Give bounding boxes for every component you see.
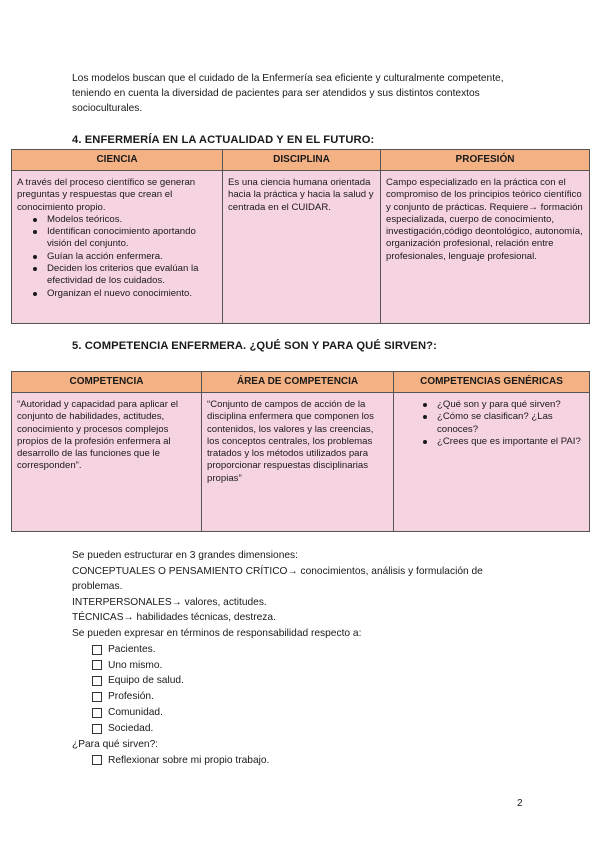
list-item: Organizan el nuevo conocimiento. (47, 288, 217, 300)
checklist-item-reflexionar[interactable] (72, 753, 532, 769)
cell-competencia: “Autoridad y capacidad para aplicar el conjunto de habilidades, actitudes, conocimiento y procesos complejos propios de la profesión enfermera al desarrollo de las funciones que le corresponden”. (12, 393, 202, 532)
checkbox-icon[interactable] (92, 708, 102, 718)
cell-profesion: Campo especializado en la práctica con el compromiso de los principios teórico científico y conjunto de prácticas. Requiere→ formación especializada, cuerpo de conocimiento, investigación,código deontológico, autonomía, organización profesional, relación entre profesionales, lenguaje profesional. (381, 171, 590, 324)
dimensions-block (72, 548, 532, 768)
checklist-item-uno-mismo[interactable] (72, 657, 532, 673)
page-number: 2 (517, 798, 523, 809)
cell-ciencia (12, 171, 223, 324)
checklist-item-pacientes[interactable] (72, 642, 532, 658)
purpose-question: ¿Para qué sirven?: (72, 738, 159, 750)
section-4-table (11, 149, 590, 324)
checklist-item-comunidad[interactable] (72, 705, 532, 721)
checklist-label: Profesión. (108, 691, 154, 703)
list-item: Deciden los criterios que evalúan la efectividad de los cuidados. (47, 263, 217, 288)
responsibility-intro: Se pueden expresar en términos de responsabilidad respecto a: (72, 627, 362, 639)
checkbox-icon[interactable] (92, 676, 102, 686)
header-competencia: COMPETENCIA (12, 372, 202, 393)
list-item: Modelos teóricos. (47, 214, 217, 226)
section-5-table (11, 371, 590, 532)
list-item: ¿Crees que es importante el PAI? (437, 436, 584, 448)
header-competencias-genericas: COMPETENCIAS GENÉRICAS (394, 372, 590, 393)
checklist-label: Comunidad. (108, 707, 163, 719)
header-area-competencia: ÁREA DE COMPETENCIA (202, 372, 394, 393)
checklist-label: Sociedad. (108, 723, 154, 735)
dimensions-intro: Se pueden estructurar en 3 grandes dimensiones: (72, 550, 298, 561)
cell-competencias-genericas (394, 393, 590, 532)
dimension-conceptuales: CONCEPTUALES O PENSAMIENTO CRÍTICO→ conocimientos, análisis y formulación de problemas. (72, 565, 483, 593)
ciencia-text: A través del proceso científico se generan preguntas y respuestas que crean el conocimiento propio. (17, 177, 196, 213)
section-4-heading: 4. ENFERMERÍA EN LA ACTUALIDAD Y EN EL FUTURO: (72, 134, 375, 146)
checkbox-icon[interactable] (92, 755, 102, 765)
ciencia-bullet-list (17, 214, 217, 300)
dimension-interpersonales: INTERPERSONALES→ valores, actitudes. (72, 596, 267, 608)
checklist-item-sociedad[interactable] (72, 721, 532, 737)
checklist-item-profesion[interactable] (72, 689, 532, 705)
checkbox-icon[interactable] (92, 660, 102, 670)
list-item: Identifican conocimiento aportando visión del conjunto. (47, 226, 217, 251)
dimension-tecnicas: TÉCNICAS→ habilidades técnicas, destreza. (72, 612, 276, 624)
cell-area-competencia: “Conjunto de campos de acción de la disciplina enfermera que componen los contenidos, los valores y las creencias, los conceptos centrales, los problemas tratados y los métodos utilizados para proporcionar respuestas disciplinarias propias” (202, 393, 394, 532)
genericas-bullet-list (399, 399, 584, 448)
header-disciplina: DISCIPLINA (223, 150, 381, 171)
checklist-item-equipo-salud[interactable] (72, 673, 532, 689)
checkbox-icon[interactable] (92, 645, 102, 655)
intro-paragraph: Los modelos buscan que el cuidado de la Enfermería sea eficiente y culturalmente competente, teniendo en cuenta la diversidad de pacientes para ser atendidos y sus distintos contextos socioculturales. (72, 73, 504, 114)
list-item: Guían la acción enfermera. (47, 251, 217, 263)
checklist-label: Reflexionar sobre mi propio trabajo. (108, 754, 270, 766)
list-item: ¿Qué son y para qué sirven? (437, 399, 584, 411)
list-item: ¿Cómo se clasifican? ¿Las conoces? (437, 411, 584, 436)
checkbox-icon[interactable] (92, 724, 102, 734)
header-ciencia: CIENCIA (12, 150, 223, 171)
cell-disciplina: Es una ciencia humana orientada hacia la práctica y hacia la salud y centrada en el CUIDAR. (223, 171, 381, 324)
header-profesion: PROFESIÓN (381, 150, 590, 171)
checkbox-icon[interactable] (92, 692, 102, 702)
checklist-label: Equipo de salud. (108, 675, 184, 687)
checklist-label: Uno mismo. (108, 659, 163, 671)
section-5-heading: 5. COMPETENCIA ENFERMERA. ¿QUÉ SON Y PARA QUÉ SIRVEN?: (72, 340, 437, 352)
checklist-label: Pacientes. (108, 643, 156, 655)
